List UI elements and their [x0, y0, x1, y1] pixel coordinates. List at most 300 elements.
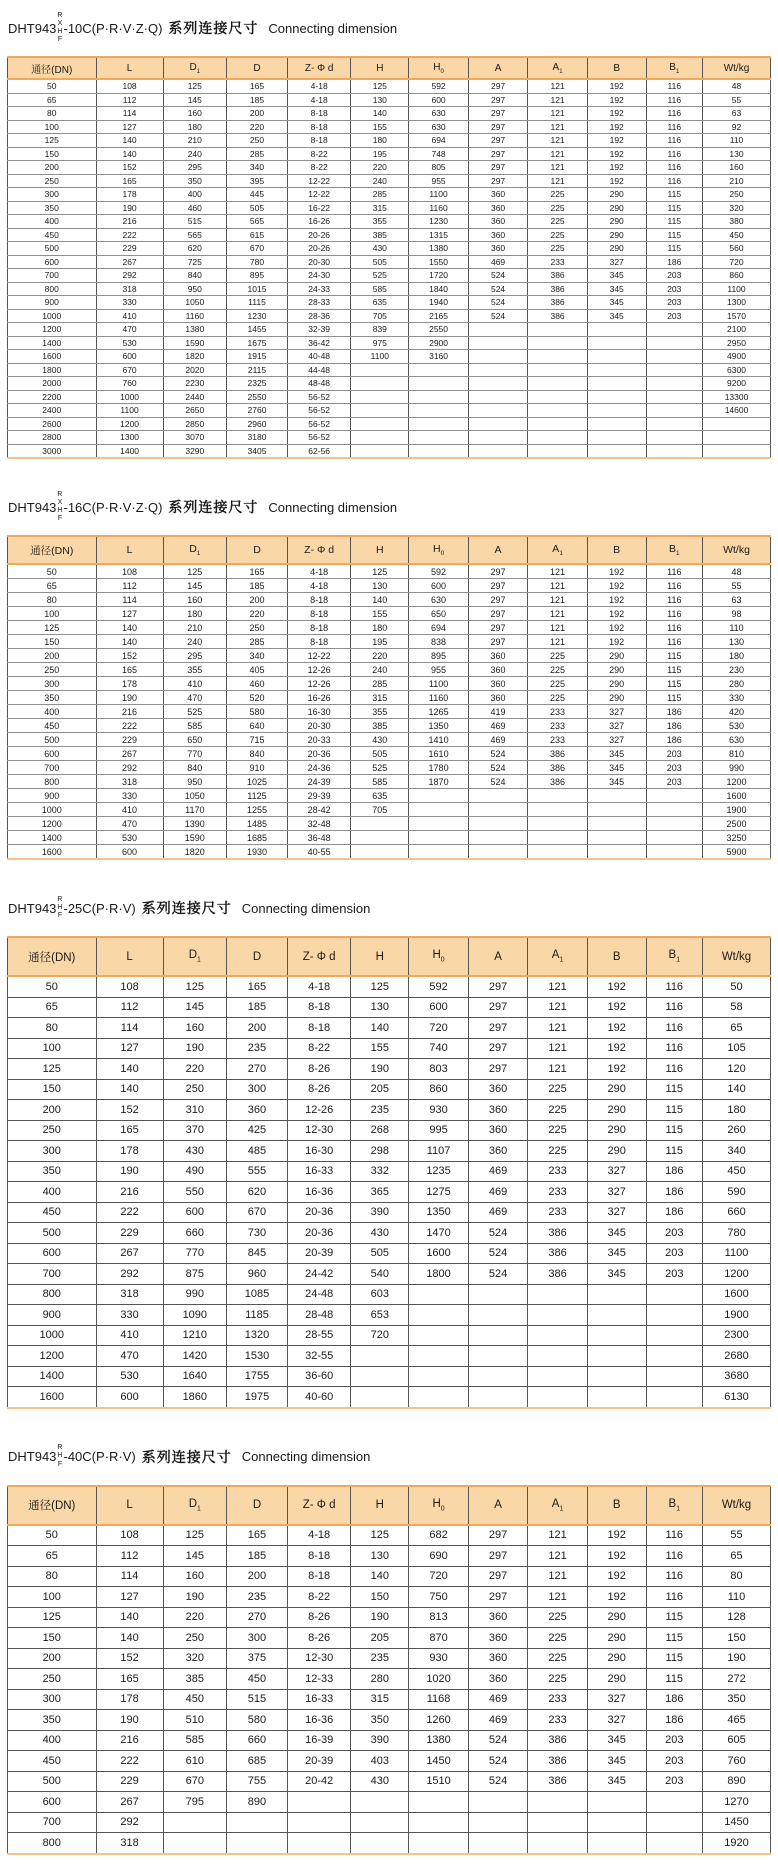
table-cell: 195: [351, 635, 409, 649]
table-cell: 160: [163, 1018, 226, 1039]
table-cell: 350: [703, 1689, 771, 1710]
table-cell: 350: [351, 1710, 409, 1731]
table-cell: 2600: [8, 417, 97, 431]
table-cell: 515: [226, 1689, 287, 1710]
table-cell: 670: [163, 1771, 226, 1792]
table-row: [8, 1366, 771, 1387]
table-cell: 955: [409, 174, 469, 188]
table-cell: 65: [703, 1018, 771, 1039]
table-cell: 386: [528, 1223, 588, 1244]
column-header: $B_1$: [646, 57, 702, 79]
table-row: [8, 1120, 771, 1141]
table-cell: 505: [351, 255, 409, 269]
table-cell: 16-30: [288, 1141, 351, 1162]
table-cell: 203: [646, 309, 702, 323]
table-cell: 233: [528, 733, 588, 747]
table-cell: 24-48: [288, 1284, 351, 1305]
table-cell: 8-18: [288, 1018, 351, 1039]
table-cell: 990: [703, 761, 771, 775]
table-cell: 115: [646, 1100, 702, 1121]
table-cell: [468, 1792, 528, 1813]
table-cell: 56-52: [288, 417, 351, 431]
table-cell: 192: [587, 621, 646, 635]
table-cell: 590: [703, 1182, 771, 1203]
table-cell: 121: [528, 134, 588, 148]
table-cell: 1485: [226, 817, 287, 831]
table-cell: 1300: [96, 431, 163, 445]
table-cell: 65: [703, 1546, 771, 1567]
table-cell: 450: [8, 1751, 97, 1772]
table-cell: 165: [226, 976, 287, 997]
table-cell: 1320: [226, 1325, 287, 1346]
table-cell: [528, 1812, 588, 1833]
table-cell: 4-18: [288, 564, 351, 579]
table-cell: 186: [646, 255, 702, 269]
table-row: [8, 1284, 771, 1305]
table-cell: 56-52: [288, 404, 351, 418]
table-cell: 80: [703, 1566, 771, 1587]
table-cell: 121: [528, 1566, 588, 1587]
table-cell: 225: [528, 1648, 588, 1669]
table-cell: 950: [163, 282, 226, 296]
table-row: [8, 1079, 771, 1100]
table-cell: 121: [528, 147, 588, 161]
table-row: [8, 120, 771, 134]
table-cell: [528, 417, 588, 431]
table-row: [8, 1264, 771, 1285]
table-cell: 3250: [703, 831, 771, 845]
table-cell: 360: [468, 188, 528, 202]
table-cell: 50: [8, 1525, 97, 1546]
table-cell: 430: [163, 1141, 226, 1162]
table-row: [8, 282, 771, 296]
table-cell: 565: [163, 228, 226, 242]
table-cell: 600: [409, 93, 469, 107]
table-cell: 62-56: [288, 444, 351, 458]
table-cell: 12-33: [288, 1669, 351, 1690]
table-cell: 13300: [703, 390, 771, 404]
table-cell: 250: [703, 188, 771, 202]
table-row: [8, 621, 771, 635]
table-cell: 580: [226, 1710, 287, 1731]
table-cell: 233: [528, 1182, 588, 1203]
table-cell: 405: [226, 663, 287, 677]
table-cell: 285: [226, 147, 287, 161]
table-cell: 20-42: [288, 1771, 351, 1792]
table-cell: 300: [226, 1628, 287, 1649]
table-cell: 121: [528, 976, 588, 997]
table-cell: 98: [703, 607, 771, 621]
table-cell: 515: [163, 215, 226, 229]
table-cell: 165: [96, 174, 163, 188]
table-cell: 290: [587, 677, 646, 691]
table-cell: [409, 1284, 469, 1305]
table-cell: 186: [646, 733, 702, 747]
table-cell: 2800: [8, 431, 97, 445]
table-cell: 55: [703, 1525, 771, 1546]
table-cell: 1470: [409, 1223, 469, 1244]
table-cell: 386: [528, 775, 588, 789]
table-cell: 720: [409, 1566, 469, 1587]
table-cell: 386: [528, 1264, 588, 1285]
table-cell: 127: [96, 120, 163, 134]
table-cell: [409, 390, 469, 404]
table-cell: 140: [351, 1018, 409, 1039]
table-cell: [468, 1346, 528, 1367]
table-cell: 12-26: [288, 1100, 351, 1121]
table-cell: 121: [528, 79, 588, 93]
table-cell: 110: [703, 1587, 771, 1608]
table-cell: 524: [468, 775, 528, 789]
table-cell: 125: [351, 79, 409, 93]
table-cell: 585: [163, 719, 226, 733]
column-header: Z- Φ d: [288, 937, 351, 976]
table-cell: [288, 1833, 351, 1854]
table-row: [8, 242, 771, 256]
table-cell: 600: [163, 1202, 226, 1223]
table-cell: 12-30: [288, 1120, 351, 1141]
table-cell: 592: [409, 564, 469, 579]
table-cell: 592: [409, 79, 469, 93]
table-section-25c: [0, 886, 778, 1409]
table-cell: 108: [96, 564, 163, 579]
table-cell: 297: [468, 621, 528, 635]
table-cell: 1600: [8, 845, 97, 860]
table-cell: 955: [409, 663, 469, 677]
table-cell: [409, 404, 469, 418]
table-cell: 116: [646, 579, 702, 593]
table-cell: 620: [226, 1182, 287, 1203]
table-cell: 1390: [163, 817, 226, 831]
table-cell: 386: [528, 747, 588, 761]
table-cell: 121: [528, 93, 588, 107]
table-cell: 290: [587, 1141, 646, 1162]
table-row: [8, 1792, 771, 1813]
table-cell: 600: [409, 997, 469, 1018]
table-cell: 505: [351, 747, 409, 761]
table-cell: 360: [468, 1669, 528, 1690]
table-row: [8, 1689, 771, 1710]
table-cell: 125: [351, 564, 409, 579]
table-cell: 192: [587, 174, 646, 188]
table-cell: 250: [8, 663, 97, 677]
table-cell: 560: [703, 242, 771, 256]
table-cell: 490: [163, 1161, 226, 1182]
table-cell: 235: [226, 1587, 287, 1608]
table-cell: 386: [528, 309, 588, 323]
table-row: [8, 831, 771, 845]
table-cell: 1000: [8, 1325, 97, 1346]
table-cell: 485: [226, 1141, 287, 1162]
table-cell: 290: [587, 1100, 646, 1121]
table-cell: [351, 1387, 409, 1408]
table-row: [8, 775, 771, 789]
table-cell: 50: [703, 976, 771, 997]
table-cell: 12-22: [288, 188, 351, 202]
table-cell: 185: [226, 1546, 287, 1567]
table-cell: 235: [351, 1648, 409, 1669]
table-cell: 116: [646, 120, 702, 134]
table-cell: 1025: [226, 775, 287, 789]
table-cell: 16-26: [288, 215, 351, 229]
table-cell: [468, 390, 528, 404]
table-cell: 192: [587, 1525, 646, 1546]
table-cell: 8-22: [288, 147, 351, 161]
column-header: A: [468, 937, 528, 976]
table-cell: 530: [96, 1366, 163, 1387]
table-cell: 121: [528, 107, 588, 121]
table-section-40c: [0, 1435, 778, 1855]
table-cell: 16-36: [288, 1182, 351, 1203]
table-cell: 285: [351, 677, 409, 691]
variant-letter: X: [57, 19, 63, 27]
table-cell: 9200: [703, 377, 771, 391]
table-cell: 203: [646, 1264, 702, 1285]
table-cell: 270: [226, 1059, 287, 1080]
table-cell: [409, 377, 469, 391]
table-cell: [163, 1812, 226, 1833]
table-cell: 192: [587, 1018, 646, 1039]
table-cell: 116: [646, 93, 702, 107]
table-cell: 192: [587, 134, 646, 148]
table-cell: 24-30: [288, 269, 351, 283]
table-cell: 150: [8, 635, 97, 649]
table-cell: 125: [351, 1525, 409, 1546]
table-cell: 200: [226, 593, 287, 607]
table-cell: 297: [468, 1038, 528, 1059]
table-cell: 840: [163, 269, 226, 283]
table-cell: 385: [163, 1669, 226, 1690]
table-cell: 220: [351, 161, 409, 175]
table-cell: 225: [528, 242, 588, 256]
table-cell: [409, 831, 469, 845]
table-cell: 190: [351, 1607, 409, 1628]
table-cell: 1930: [226, 845, 287, 860]
table-cell: 469: [468, 1182, 528, 1203]
table-cell: 16-30: [288, 705, 351, 719]
table-cell: 1200: [8, 1346, 97, 1367]
table-cell: 160: [703, 161, 771, 175]
table-cell: 130: [703, 147, 771, 161]
table-cell: 930: [409, 1648, 469, 1669]
table-cell: 160: [163, 107, 226, 121]
table-cell: 250: [226, 621, 287, 635]
table-cell: 770: [163, 747, 226, 761]
table-cell: 186: [646, 1182, 702, 1203]
table-cell: 20-26: [288, 228, 351, 242]
table-cell: 1450: [703, 1812, 771, 1833]
table-cell: [528, 1305, 588, 1326]
model-code: DHT943: [8, 499, 57, 515]
table-row: [8, 761, 771, 775]
table-cell: 297: [468, 1587, 528, 1608]
table-cell: 1260: [409, 1710, 469, 1731]
table-cell: 216: [96, 215, 163, 229]
table-cell: 235: [351, 1100, 409, 1121]
table-cell: [587, 1833, 646, 1854]
table-cell: 386: [528, 1730, 588, 1751]
table-cell: 150: [703, 1628, 771, 1649]
table-cell: 125: [163, 976, 226, 997]
table-row: [8, 215, 771, 229]
table-cell: 165: [226, 564, 287, 579]
table-cell: 390: [351, 1202, 409, 1223]
column-header: H: [351, 937, 409, 976]
table-cell: 290: [587, 1607, 646, 1628]
table-cell: 112: [96, 579, 163, 593]
table-cell: 121: [528, 593, 588, 607]
table-cell: 292: [96, 1812, 163, 1833]
table-cell: [351, 845, 409, 860]
table-row: [8, 255, 771, 269]
table-cell: 65: [8, 997, 97, 1018]
table-cell: 1820: [163, 845, 226, 860]
table-cell: 450: [163, 1689, 226, 1710]
table-cell: 795: [163, 1792, 226, 1813]
table-cell: 145: [163, 1546, 226, 1567]
table-cell: 130: [351, 1546, 409, 1567]
table-cell: [468, 323, 528, 337]
table-cell: 360: [468, 691, 528, 705]
table-cell: 192: [587, 564, 646, 579]
table-cell: 16-33: [288, 1161, 351, 1182]
table-cell: 1800: [8, 363, 97, 377]
table-cell: 1168: [409, 1689, 469, 1710]
table-cell: 1200: [96, 417, 163, 431]
column-header: A: [468, 536, 528, 564]
table-cell: 500: [8, 1771, 97, 1792]
table-cell: [468, 1325, 528, 1346]
table-cell: 108: [96, 1525, 163, 1546]
table-cell: 20-33: [288, 733, 351, 747]
table-cell: 116: [646, 621, 702, 635]
table-cell: 1050: [163, 296, 226, 310]
table-cell: [703, 431, 771, 445]
table-cell: 116: [646, 635, 702, 649]
table-cell: 140: [703, 1079, 771, 1100]
table-cell: 116: [646, 174, 702, 188]
table-row: [8, 1100, 771, 1121]
table-cell: 300: [8, 1689, 97, 1710]
table-cell: 327: [587, 705, 646, 719]
table-cell: 115: [646, 691, 702, 705]
table-cell: 116: [646, 607, 702, 621]
table-cell: 150: [8, 1079, 97, 1100]
table-cell: 2400: [8, 404, 97, 418]
table-cell: [351, 417, 409, 431]
table-cell: [587, 404, 646, 418]
series-label-cn: 系列连接尺寸: [168, 20, 259, 36]
table-cell: 100: [8, 1038, 97, 1059]
table-cell: [468, 404, 528, 418]
table-cell: 630: [703, 733, 771, 747]
table-cell: 635: [351, 789, 409, 803]
table-row: [8, 976, 771, 997]
table-cell: 185: [226, 579, 287, 593]
table-cell: 125: [163, 1525, 226, 1546]
table-cell: 1000: [8, 803, 97, 817]
table-cell: 524: [468, 1223, 528, 1244]
table-cell: [587, 323, 646, 337]
table-cell: [226, 1812, 287, 1833]
table-cell: 813: [409, 1607, 469, 1628]
table-cell: 108: [96, 79, 163, 93]
table-cell: 210: [703, 174, 771, 188]
table-cell: 585: [351, 282, 409, 296]
table-cell: 160: [163, 1566, 226, 1587]
table-cell: [587, 1812, 646, 1833]
table-cell: [587, 350, 646, 364]
table-cell: [288, 1792, 351, 1813]
table-cell: 186: [646, 719, 702, 733]
table-cell: 1570: [703, 309, 771, 323]
table-cell: 250: [8, 1669, 97, 1690]
table-cell: 1900: [703, 1305, 771, 1326]
table-cell: 2300: [703, 1325, 771, 1346]
table-cell: 185: [226, 997, 287, 1018]
table-cell: 1820: [163, 350, 226, 364]
table-cell: [587, 431, 646, 445]
column-header: Z- Φ d: [288, 536, 351, 564]
table-cell: 297: [468, 1525, 528, 1546]
table-cell: 121: [528, 120, 588, 134]
table-row: [8, 607, 771, 621]
table-cell: 8-18: [288, 593, 351, 607]
table-cell: 186: [646, 1161, 702, 1182]
table-cell: 386: [528, 1751, 588, 1772]
table-cell: 203: [646, 269, 702, 283]
table-cell: [468, 1812, 528, 1833]
table-cell: 8-18: [288, 120, 351, 134]
table-cell: 700: [8, 1812, 97, 1833]
table-cell: 565: [226, 215, 287, 229]
table-cell: [528, 789, 588, 803]
table-cell: 127: [96, 1587, 163, 1608]
table-cell: [409, 1325, 469, 1346]
table-cell: 16-26: [288, 691, 351, 705]
table-cell: 297: [468, 997, 528, 1018]
column-header: Z- Φ d: [288, 57, 351, 79]
table-cell: 360: [226, 1100, 287, 1121]
table-row: [8, 845, 771, 860]
table-cell: 700: [8, 1264, 97, 1285]
table-row: [8, 1648, 771, 1669]
table-cell: 210: [163, 134, 226, 148]
table-cell: 355: [163, 663, 226, 677]
table-cell: 469: [468, 1202, 528, 1223]
table-row: [8, 803, 771, 817]
table-cell: 525: [351, 269, 409, 283]
table-cell: 210: [163, 621, 226, 635]
table-row: [8, 431, 771, 445]
table-cell: 24-33: [288, 282, 351, 296]
table-row: [8, 1325, 771, 1346]
table-cell: 2020: [163, 363, 226, 377]
table-cell: 860: [703, 269, 771, 283]
table-cell: 1000: [96, 390, 163, 404]
table-cell: 2550: [409, 323, 469, 337]
table-cell: 770: [163, 1243, 226, 1264]
table-cell: [703, 417, 771, 431]
table-cell: 345: [587, 1243, 646, 1264]
table-cell: [351, 377, 409, 391]
table-row: [8, 1182, 771, 1203]
table-cell: 250: [8, 1120, 97, 1141]
table-cell: 1600: [409, 1243, 469, 1264]
table-cell: 222: [96, 228, 163, 242]
table-cell: 115: [646, 649, 702, 663]
table-cell: 600: [96, 350, 163, 364]
